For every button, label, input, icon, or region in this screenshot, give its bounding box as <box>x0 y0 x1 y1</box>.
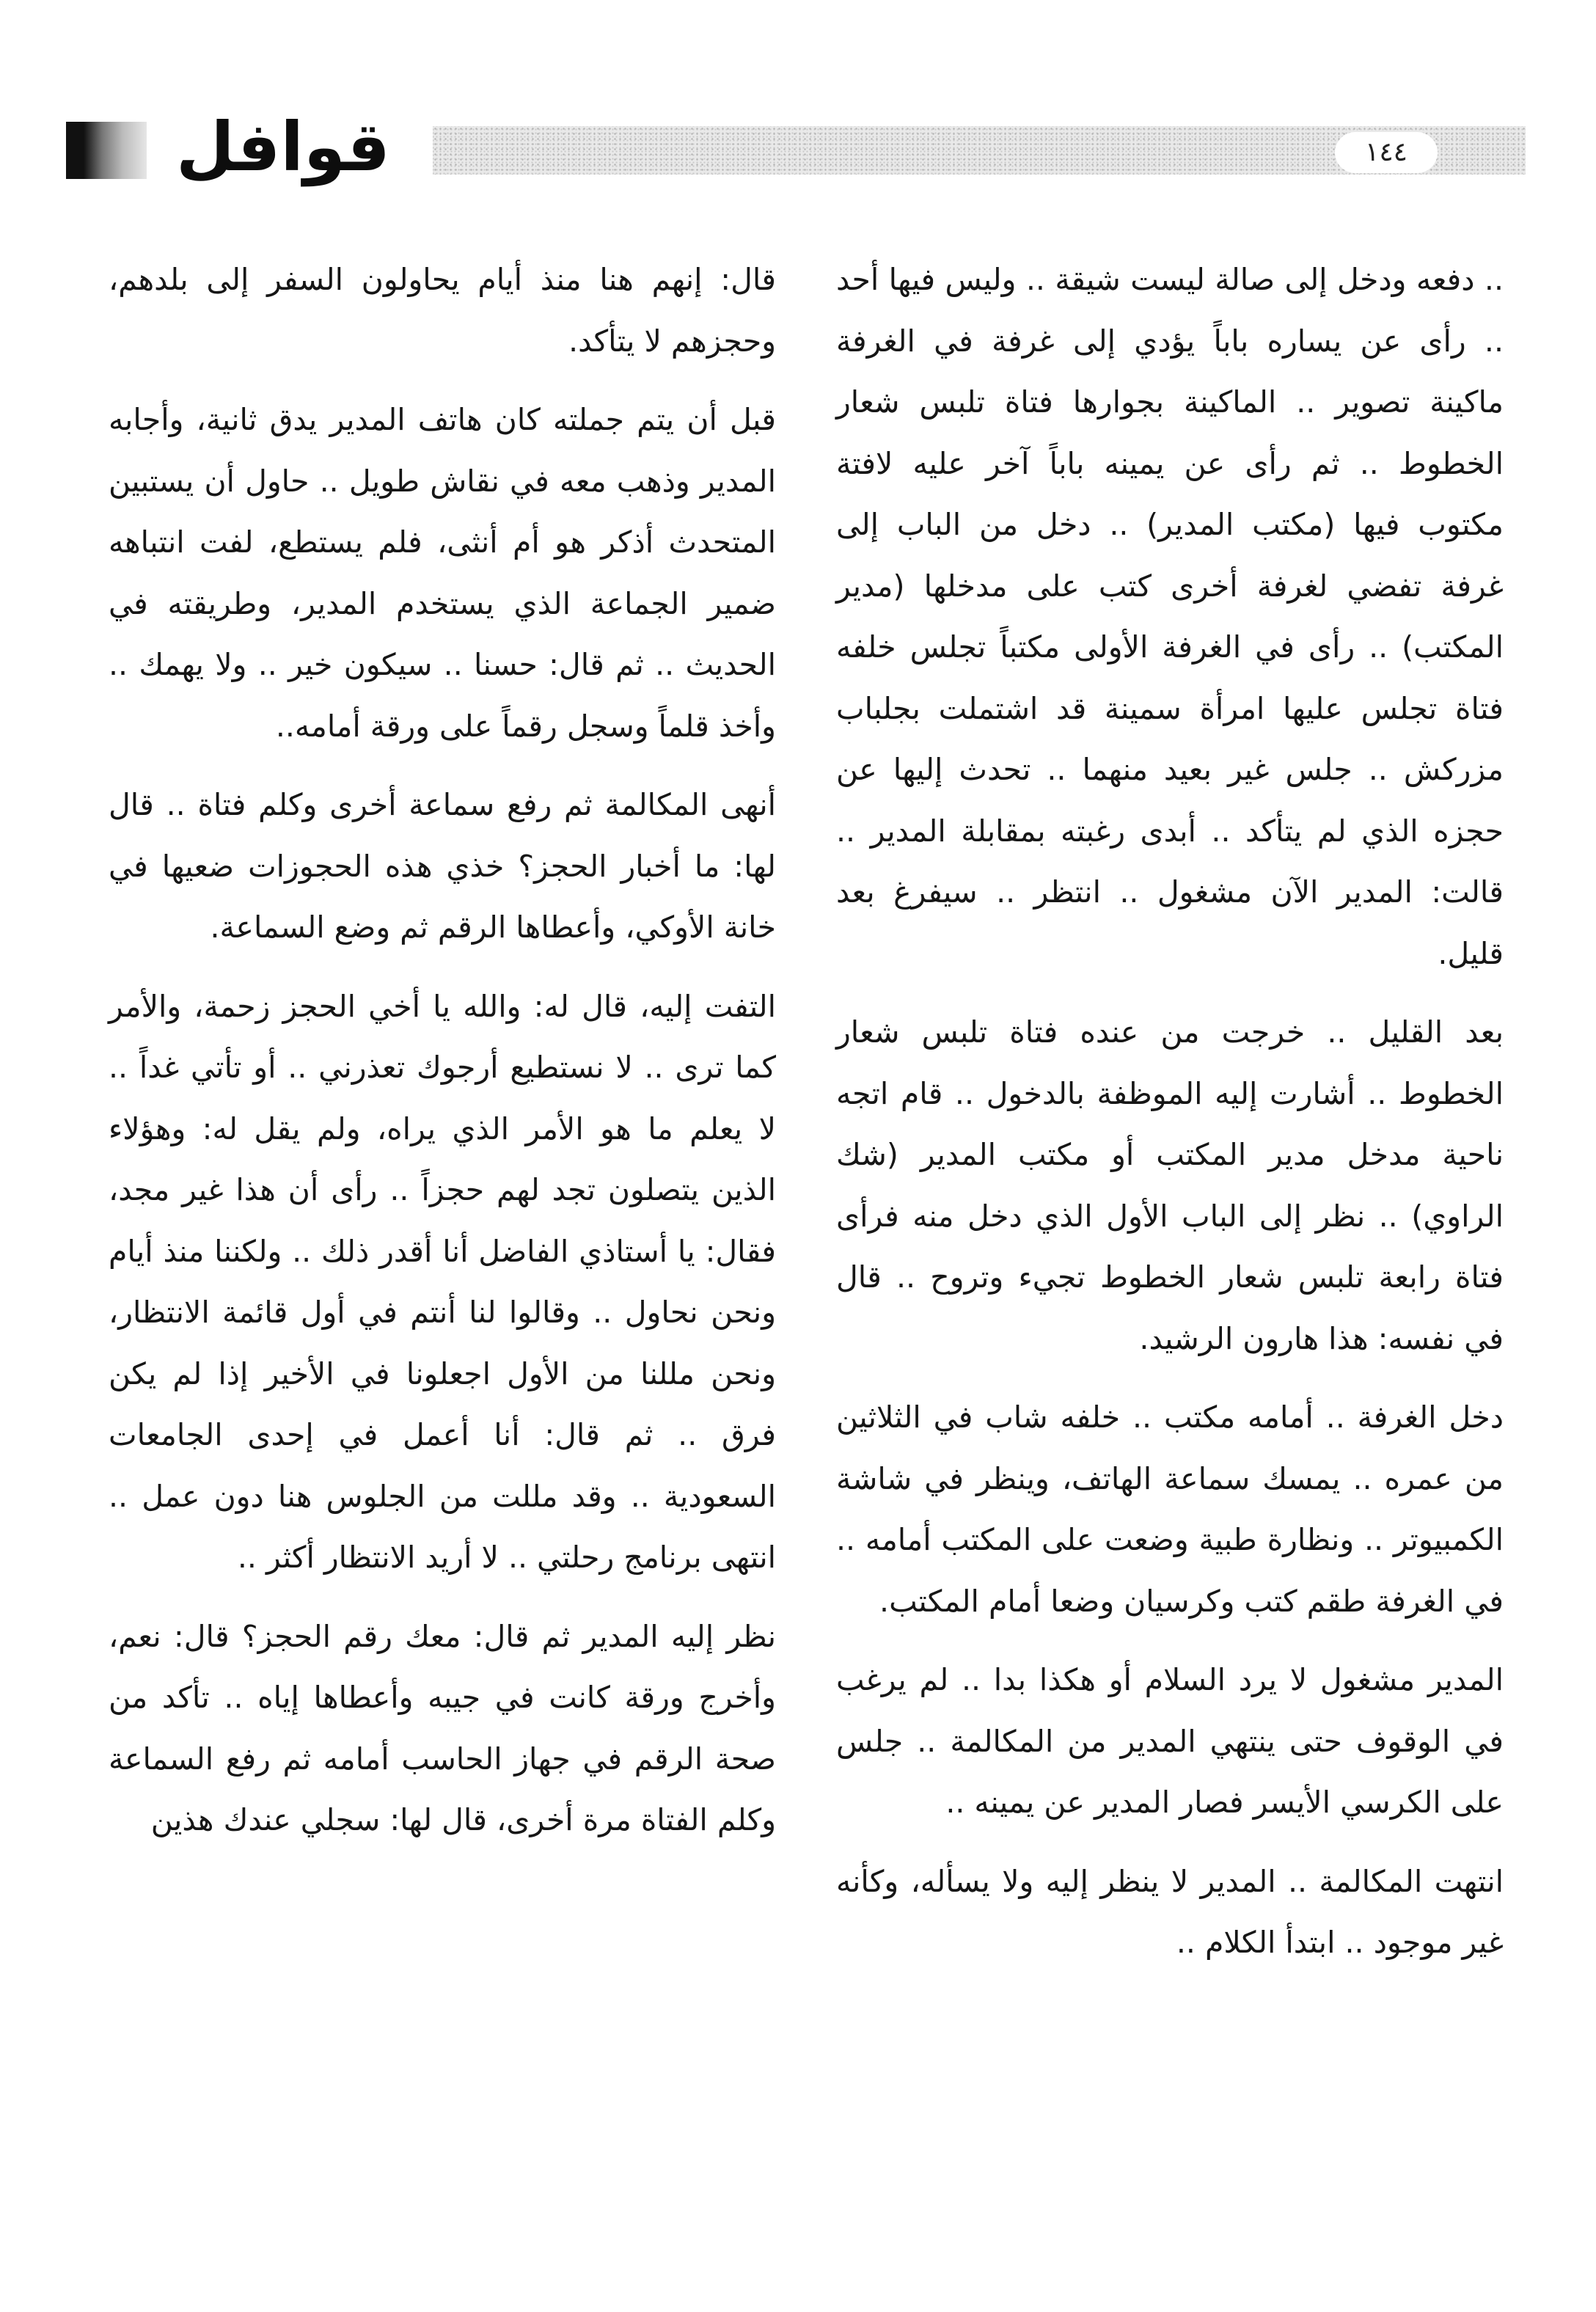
paragraph: قال: إنهم هنا منذ أيام يحاولون السفر إلى بلدهم، وحجزهم لا يتأكد. <box>109 262 776 359</box>
paragraph: انتهت المكالمة .. المدير لا ينظر إليه ولا يسأله، وكأنه غير موجود .. ابتدأ الكلام .. <box>836 1863 1504 1960</box>
paragraph: التفت إليه، قال له: والله يا أخي الحجز زحمة، والأمر كما ترى .. لا نستطيع أرجوك تعذرني .. أو تأتي غداً .. لا يعلم ما هو الأمر الذي يراه، ولم يقل له: وهؤلاء الذين يتصلون تجد لهم حجزاً .. رأى أن هذا غير مجد، فقال: يا أستاذي الفاضل أنا أقدر ذلك .. ولكننا منذ أيام ونحن نحاول .. وقالوا لنا أنتم في أول قائمة الانتظار، ونحن مللنا من الأول اجعلونا في الأخير إذا لم يكن فرق .. ثم قال: أنا أعمل في إحدى الجامعات السعودية .. وقد مللت من الجلوس هنا دون عمل .. انتهى برنامج رحلتي .. لا أريد الانتظار أكثر .. <box>109 988 776 1575</box>
page-header <box>66 110 1526 191</box>
header-gradient-block <box>66 122 147 179</box>
page-number: ١٤٤ <box>1335 132 1438 173</box>
left-column <box>109 249 776 1869</box>
right-column <box>836 249 1504 1991</box>
book-title: قوافل <box>176 108 390 186</box>
paragraph: نظر إليه المدير ثم قال: معك رقم الحجز؟ قال: نعم، وأخرج ورقة كانت في جيبه وأعطاها إياه .. تأكد من صحة الرقم في جهاز الحاسب أمامه ثم رفع السماعة وكلم الفتاة مرة أخرى، قال لها: سجلي عندك هذين <box>109 1618 776 1837</box>
paragraph: أنهى المكالمة ثم رفع سماعة أخرى وكلم فتاة .. قال لها: ما أخبار الحجز؟ خذي هذه الحجوزات ضعيها في خانة الأوكي، وأعطاها الرقم ثم وضع السماعة. <box>109 787 776 945</box>
paragraph: .. دفعه ودخل إلى صالة ليست شيقة .. وليس فيها أحد .. رأى عن يساره باباً يؤدي إلى غرفة في الغرفة ماكينة تصوير .. الماكينة بجوارها فتاة تلبس شعار الخطوط .. ثم رأى عن يمينه باباً آخر عليه لافتة مكتوب فيها (مكتب المدير) .. دخل من الباب إلى غرفة تفضي لغرفة أخرى كتب على مدخلها (مدير المكتب) .. رأى في الغرفة الأولى مكتباً تجلس خلفه فتاة تجلس عليها امرأة سمينة قد اشتملت بجلباب مزركش .. جلس غير بعيد منهما .. تحدث إليها عن حجزه الذي لم يتأكد .. أبدى رغبته بمقابلة المدير .. قالت: المدير الآن مشغول .. انتظر .. سيفرغ بعد قليل. <box>836 262 1504 971</box>
paragraph: قبل أن يتم جملته كان هاتف المدير يدق ثانية، وأجابه المدير وذهب معه في نقاش طويل .. حاول أن يستبين المتحدث أذكر هو أم أنثى، فلم يستطع، لفت انتباهه ضمير الجماعة الذي يستخدم المدير، وطريقته في الحديث .. ثم قال: حسنا .. سيكون خير .. ولا يهمك .. وأخذ قلماً وسجل رقماً على ورقة أمامه.. <box>109 402 776 744</box>
paragraph: المدير مشغول لا يرد السلام أو هكذا بدا .. لم يرغب في الوقوف حتى ينتهي المدير من المكالمة .. جلس على الكرسي الأيسر فصار المدير عن يمينه .. <box>836 1662 1504 1820</box>
paragraph: دخل الغرفة .. أمامه مكتب .. خلفه شاب في الثلاثين من عمره .. يمسك سماعة الهاتف، وينظر في شاشة الكمبيوتر .. ونظارة طبية وضعت على المكتب أمامه .. في الغرفة طقم كتب وكرسيان وضعا أمام المكتب. <box>836 1400 1504 1619</box>
paragraph: بعد القليل .. خرجت من عنده فتاة تلبس شعار الخطوط .. أشارت إليه الموظفة بالدخول .. قام اتجه ناحية مدخل مدير المكتب أو مكتب المدير (شك الراوي) .. نظر إلى الباب الأول الذي دخل منه فرأى فتاة رابعة تلبس شعار الخطوط تجيء وتروح .. قال في نفسه: هذا هارون الرشيد. <box>836 1014 1504 1356</box>
